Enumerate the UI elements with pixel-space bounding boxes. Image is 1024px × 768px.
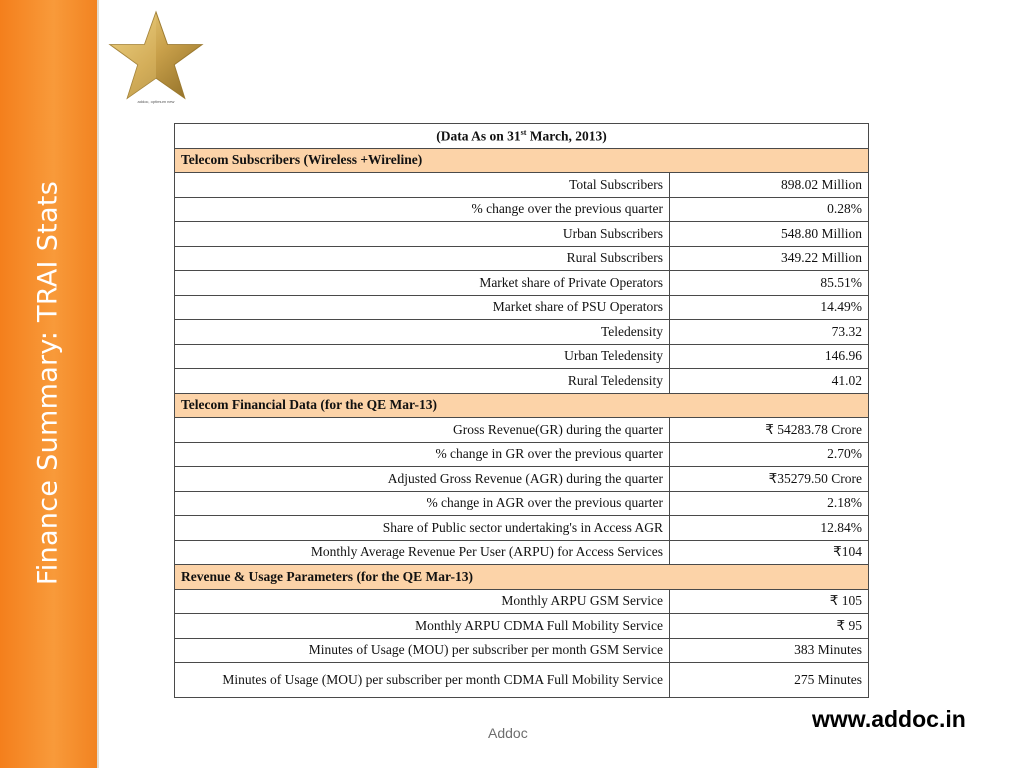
section-heading-row — [175, 565, 869, 590]
table-row — [175, 516, 869, 541]
row-value: ₹35279.50 Crore — [670, 467, 869, 492]
table-row — [175, 320, 869, 345]
row-label: Monthly ARPU CDMA Full Mobility Service — [175, 614, 670, 639]
row-label: Share of Public sector undertaking's in Access AGR — [175, 516, 670, 541]
table-caption-row — [175, 124, 869, 149]
table-row — [175, 173, 869, 198]
row-value: ₹104 — [670, 540, 869, 565]
row-label: Adjusted Gross Revenue (AGR) during the quarter — [175, 467, 670, 492]
row-value: 12.84% — [670, 516, 869, 541]
row-value: 349.22 Million — [670, 246, 869, 271]
row-label: Monthly ARPU GSM Service — [175, 589, 670, 614]
row-label: Urban Teledensity — [175, 344, 670, 369]
section-heading-row — [175, 148, 869, 173]
row-label: Minutes of Usage (MOU) per subscriber per month GSM Service — [175, 638, 670, 663]
row-value: 275 Minutes — [670, 663, 869, 698]
table-row — [175, 589, 869, 614]
table-row — [175, 271, 869, 296]
row-value: 41.02 — [670, 369, 869, 394]
row-label: % change in AGR over the previous quarter — [175, 491, 670, 516]
trai-stats-table — [174, 123, 869, 698]
row-value: 548.80 Million — [670, 222, 869, 247]
table-row — [175, 418, 869, 443]
table-row — [175, 442, 869, 467]
sidebar-panel — [0, 0, 99, 768]
table-row — [175, 540, 869, 565]
row-value: 0.28% — [670, 197, 869, 222]
footer-brand: Addoc — [488, 725, 528, 741]
table-row — [175, 369, 869, 394]
table-row — [175, 197, 869, 222]
row-value: 2.70% — [670, 442, 869, 467]
star-logo-icon — [108, 10, 204, 106]
row-value: 383 Minutes — [670, 638, 869, 663]
row-label: Total Subscribers — [175, 173, 670, 198]
row-value: ₹ 105 — [670, 589, 869, 614]
row-label: Monthly Average Revenue Per User (ARPU) for Access Services — [175, 540, 670, 565]
row-value: 73.32 — [670, 320, 869, 345]
section-heading: Revenue & Usage Parameters (for the QE Mar-13) — [175, 565, 869, 590]
table-row — [175, 344, 869, 369]
table-row — [175, 222, 869, 247]
row-value: ₹ 54283.78 Crore — [670, 418, 869, 443]
table-caption: (Data As on 31st March, 2013) — [175, 124, 869, 149]
table-row — [175, 614, 869, 639]
table-row — [175, 663, 869, 698]
footer-url: www.addoc.in — [812, 706, 966, 732]
row-label: Teledensity — [175, 320, 670, 345]
row-value: 14.49% — [670, 295, 869, 320]
section-heading: Telecom Subscribers (Wireless +Wireline) — [175, 148, 869, 173]
row-label: Rural Teledensity — [175, 369, 670, 394]
slide-title: Finance Summary: TRAI Stats — [32, 180, 64, 586]
logo-tagline: addoc, optimum new — [137, 99, 175, 104]
row-value: 2.18% — [670, 491, 869, 516]
row-label: % change over the previous quarter — [175, 197, 670, 222]
row-label: Gross Revenue(GR) during the quarter — [175, 418, 670, 443]
row-label: Rural Subscribers — [175, 246, 670, 271]
row-label: Minutes of Usage (MOU) per subscriber per month CDMA Full Mobility Service — [175, 663, 670, 698]
table-row — [175, 491, 869, 516]
table-row — [175, 295, 869, 320]
row-value: ₹ 95 — [670, 614, 869, 639]
section-heading-row — [175, 393, 869, 418]
row-label: % change in GR over the previous quarter — [175, 442, 670, 467]
row-label: Market share of PSU Operators — [175, 295, 670, 320]
row-value: 898.02 Million — [670, 173, 869, 198]
row-label: Urban Subscribers — [175, 222, 670, 247]
row-value: 146.96 — [670, 344, 869, 369]
row-label: Market share of Private Operators — [175, 271, 670, 296]
table-row — [175, 246, 869, 271]
table-row — [175, 638, 869, 663]
table-row — [175, 467, 869, 492]
row-value: 85.51% — [670, 271, 869, 296]
section-heading: Telecom Financial Data (for the QE Mar-13) — [175, 393, 869, 418]
